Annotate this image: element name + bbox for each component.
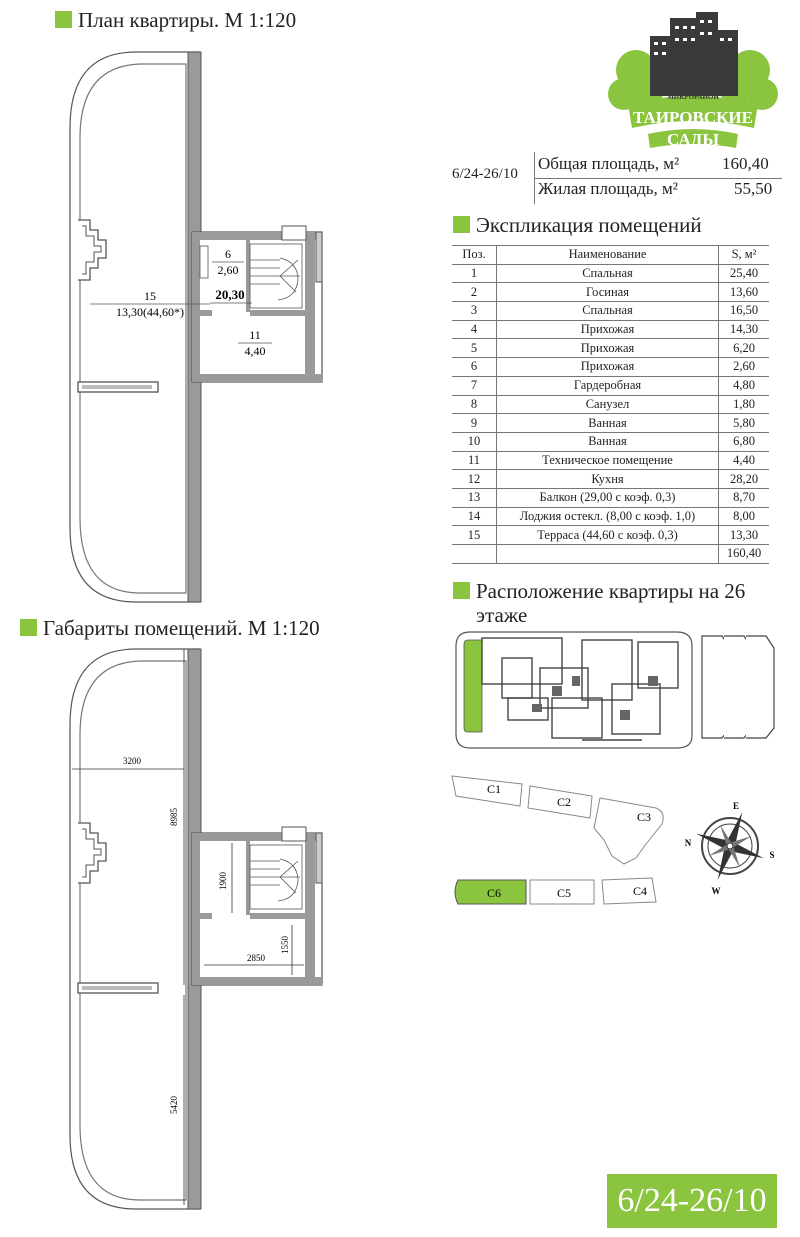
- dimensions-plan: [60, 645, 330, 1220]
- living-area-value: 55,50: [734, 179, 773, 198]
- apartment-code: 6/24-26/10: [452, 166, 518, 182]
- compass-w: W: [711, 886, 721, 896]
- table-cell-name: Кухня: [497, 470, 719, 489]
- apartment-badge: 6/24-26/10: [607, 1174, 777, 1228]
- table-cell-s: 28,20: [719, 470, 770, 489]
- section-c4-label: C4: [632, 884, 648, 898]
- table-cell-n: 9: [452, 414, 497, 433]
- compass-e: E: [732, 801, 740, 811]
- section-c1-label: C1: [486, 782, 502, 796]
- table-cell-s: 14,30: [719, 320, 770, 339]
- table-cell-n: 1: [452, 264, 497, 283]
- location-heading: Расположение квартиры на 26 этаже: [453, 579, 773, 627]
- table-row: [452, 302, 769, 321]
- plan-heading: План квартиры. М 1:120: [55, 8, 296, 32]
- table-cell-name: Прихожая: [497, 339, 719, 358]
- table-row: [452, 488, 769, 507]
- table-cell-n: 3: [452, 302, 497, 321]
- hall-area: 20,30: [215, 287, 245, 302]
- table-cell-n: 8: [452, 395, 497, 414]
- table-cell-empty: [497, 545, 719, 564]
- table-cell-s: 25,40: [719, 264, 770, 283]
- table-row: [452, 432, 769, 451]
- table-cell-name: Техническое помещение: [497, 451, 719, 470]
- table-cell-s: 2,60: [719, 358, 770, 377]
- green-square-icon: [55, 11, 72, 28]
- floor-location-plan: [452, 628, 782, 753]
- table-row: [452, 358, 769, 377]
- section-c3: [594, 798, 663, 864]
- table-cell-name: Спальная: [497, 264, 719, 283]
- room-6-number: 6: [225, 247, 231, 261]
- table-cell-s: 13,60: [719, 283, 770, 302]
- compass-n: N: [684, 838, 692, 848]
- table-cell-n: 15: [452, 526, 497, 545]
- dim-height-1550: 1550: [280, 936, 290, 954]
- table-cell-s: 4,80: [719, 376, 770, 395]
- table-total-value: 160,40: [719, 545, 770, 564]
- table-cell-n: 10: [452, 432, 497, 451]
- table-cell-name: Ванная: [497, 432, 719, 451]
- table-row: [452, 451, 769, 470]
- section-c3-label: C3: [636, 810, 652, 824]
- table-total-row: [452, 545, 769, 564]
- dims-heading: Габариты помещений. М 1:120: [20, 616, 320, 640]
- green-square-icon: [20, 619, 37, 636]
- table-row: [452, 264, 769, 283]
- total-area-label: Общая площадь, м²: [538, 154, 680, 173]
- table-cell-name: Балкон (29,00 с коэф. 0,3): [497, 488, 719, 507]
- dim-width-2850: 2850: [247, 953, 265, 963]
- table-row: [452, 395, 769, 414]
- complex-map: [444, 768, 784, 918]
- table-cell-n: 7: [452, 376, 497, 395]
- table-cell-s: 8,00: [719, 507, 770, 526]
- table-row: [452, 507, 769, 526]
- table-cell-name: Лоджия остекл. (8,00 с коэф. 1,0): [497, 507, 719, 526]
- room-15-number: 15: [144, 289, 156, 303]
- compass-icon: [685, 801, 775, 896]
- table-cell-s: 5,80: [719, 414, 770, 433]
- table-cell-n: 5: [452, 339, 497, 358]
- table-cell-name: Санузел: [497, 395, 719, 414]
- apartment-plan: [60, 48, 330, 613]
- table-row: [452, 320, 769, 339]
- explication-heading: Экспликация помещений: [453, 213, 702, 237]
- table-cell-s: 4,40: [719, 451, 770, 470]
- table-cell-name: Прихожая: [497, 320, 719, 339]
- section-c6-label: C6: [486, 886, 502, 900]
- table-header: Поз. Наименование S, м²: [452, 246, 769, 265]
- table-cell-s: 8,70: [719, 488, 770, 507]
- section-c5-label: C5: [556, 886, 572, 900]
- table-cell-name: Спальная: [497, 302, 719, 321]
- dim-height-8985: 8985: [169, 808, 179, 826]
- table-cell-name: Прихожая: [497, 358, 719, 377]
- table-row: [452, 283, 769, 302]
- living-area-label: Жилая площадь, м²: [538, 179, 678, 198]
- room-11-area: 4,40: [244, 344, 266, 358]
- table-row: [452, 526, 769, 545]
- explication-table: [452, 245, 769, 564]
- table-cell-n: 11: [452, 451, 497, 470]
- table-cell-s: 13,30: [719, 526, 770, 545]
- table-cell-empty: [452, 545, 497, 564]
- room-11-number: 11: [249, 328, 261, 342]
- area-summary: [452, 152, 782, 204]
- table-cell-n: 14: [452, 507, 497, 526]
- apartment-highlight: [464, 640, 482, 732]
- table-cell-n: 4: [452, 320, 497, 339]
- dim-height-5420: 5420: [169, 1096, 179, 1114]
- table-cell-s: 6,80: [719, 432, 770, 451]
- table-cell-n: 13: [452, 488, 497, 507]
- table-cell-name: Ванная: [497, 414, 719, 433]
- logo-line1: ТАИРОВСКИЕ: [632, 108, 754, 127]
- logo: [608, 8, 778, 148]
- table-row: [452, 470, 769, 489]
- room-6-area: 2,60: [217, 263, 239, 277]
- table-row: [452, 339, 769, 358]
- table-row: [452, 414, 769, 433]
- logo-small-text: МИКРОРАЙОН: [667, 93, 719, 101]
- room-15-area: 13,30(44,60*): [116, 305, 184, 319]
- table-cell-name: Гардеробная: [497, 376, 719, 395]
- logo-line2: САДЫ: [666, 130, 720, 148]
- table-row: [452, 376, 769, 395]
- total-area-value: 160,40: [722, 154, 769, 173]
- section-c2-label: C2: [556, 795, 572, 809]
- table-cell-s: 16,50: [719, 302, 770, 321]
- table-cell-s: 1,80: [719, 395, 770, 414]
- table-cell-name: Терраса (44,60 с коэф. 0,3): [497, 526, 719, 545]
- compass-s: S: [769, 850, 775, 860]
- table-cell-s: 6,20: [719, 339, 770, 358]
- table-cell-name: Госиная: [497, 283, 719, 302]
- dim-width-3200: 3200: [123, 756, 141, 766]
- table-cell-n: 2: [452, 283, 497, 302]
- table-cell-n: 12: [452, 470, 497, 489]
- green-square-icon: [453, 582, 470, 599]
- dim-height-1900: 1900: [218, 872, 228, 890]
- green-square-icon: [453, 216, 470, 233]
- table-cell-n: 6: [452, 358, 497, 377]
- section-c4: [602, 878, 656, 904]
